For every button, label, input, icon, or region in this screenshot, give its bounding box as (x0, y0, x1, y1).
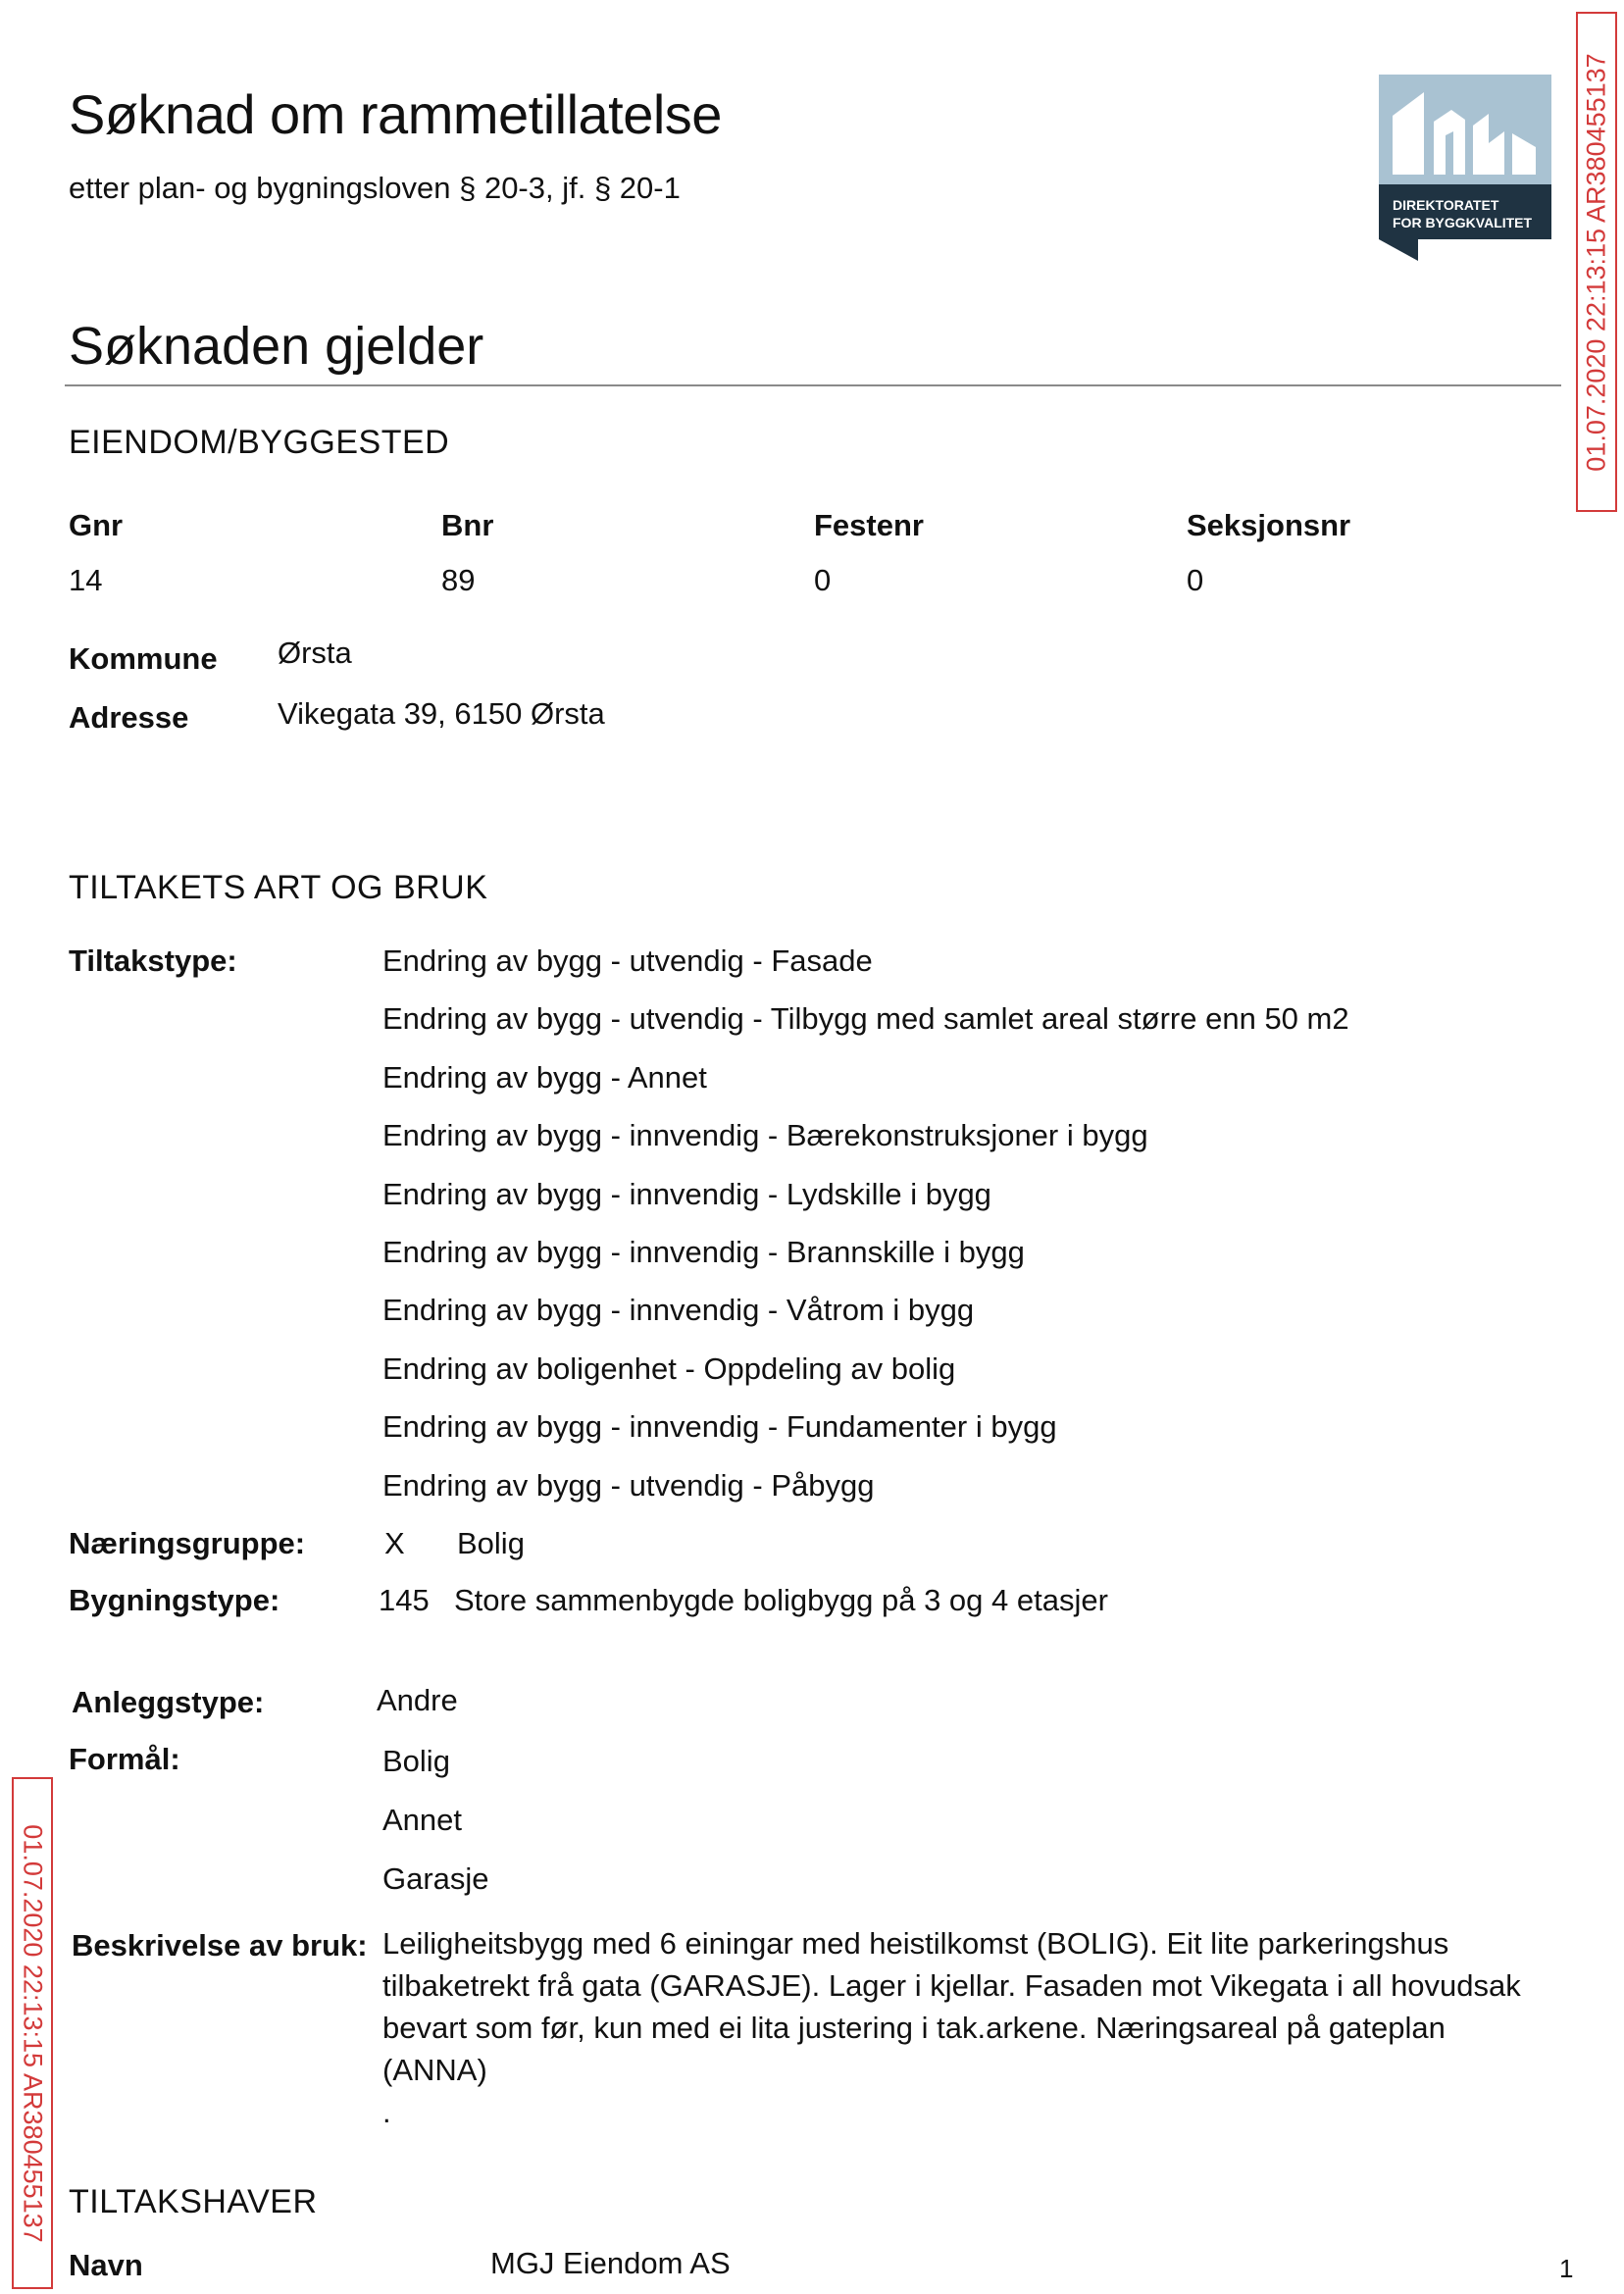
naeringsgruppe-value: Bolig (457, 1526, 525, 1560)
formal-list (382, 1742, 489, 1918)
seksjonsnr-label: Seksjonsnr (1187, 508, 1351, 542)
tiltakstype-item: Endring av boligenhet - Oppdeling av bolig (382, 1351, 956, 1386)
formal-item: Garasje (382, 1861, 489, 1896)
anleggstype-value: Andre (377, 1683, 458, 1717)
section-heading-eiendom: EIENDOM/BYGGESTED (69, 424, 450, 461)
beskrivelse-value (382, 1922, 1540, 2133)
bnr-label: Bnr (441, 508, 494, 542)
tiltakstype-item: Endring av bygg - utvendig - Fasade (382, 943, 873, 978)
anleggstype-label: Anleggstype: (72, 1685, 265, 1719)
adresse-label: Adresse (69, 700, 189, 735)
beskrivelse-line: . (382, 2095, 391, 2129)
seksjonsnr-value: 0 (1187, 563, 1204, 597)
bnr-value: 89 (441, 563, 476, 597)
festenr-label: Festenr (814, 508, 924, 542)
tiltakstype-list (382, 942, 1349, 1524)
gnr-value: 14 (69, 563, 103, 597)
section-heading-tiltakshaver: TILTAKSHAVER (69, 2183, 318, 2220)
bygningstype-code: 145 (379, 1583, 430, 1617)
beskrivelse-line: Leiligheitsbygg med 6 einingar med heistilkomst (BOLIG). Eit lite parkeringshus (382, 1926, 1449, 1961)
festenr-value: 0 (814, 563, 832, 597)
adresse-value: Vikegata 39, 6150 Ørsta (278, 696, 605, 731)
beskrivelse-line: tilbaketrekt frå gata (GARASJE). Lager i kjellar. Fasaden mot Vikegata i all hovudsak (382, 1968, 1521, 2003)
tiltakstype-item: Endring av bygg - Annet (382, 1059, 707, 1095)
gnr-label: Gnr (69, 508, 124, 542)
tiltakstype-item: Endring av bygg - innvendig - Brannskille i bygg (382, 1234, 1025, 1269)
section-heading-tiltak: TILTAKETS ART OG BRUK (69, 869, 488, 906)
tiltakstype-label: Tiltakstype: (69, 943, 237, 978)
kommune-label: Kommune (69, 641, 218, 676)
naeringsgruppe-label: Næringsgruppe: (69, 1526, 306, 1560)
logo-text-line2: FOR BYGGKVALITET (1393, 215, 1533, 230)
document-subtitle: etter plan- og bygningsloven § 20-3, jf. § 20-1 (69, 171, 681, 205)
navn-label: Navn (69, 2248, 143, 2282)
navn-value: MGJ Eiendom AS (490, 2246, 731, 2280)
tiltakstype-item: Endring av bygg - innvendig - Våtrom i bygg (382, 1293, 975, 1328)
kommune-value: Ørsta (278, 636, 352, 670)
formal-item: Annet (382, 1803, 463, 1837)
beskrivelse-label: Beskrivelse av bruk: (72, 1928, 368, 1963)
tiltakstype-item: Endring av bygg - innvendig - Lydskille i bygg (382, 1176, 991, 1211)
naeringsgruppe-code: X (384, 1526, 405, 1560)
logo-text-line1: DIREKTORATET (1393, 197, 1499, 213)
tiltakstype-item: Endring av bygg - utvendig - Påbygg (382, 1467, 875, 1503)
bygningstype-label: Bygningstype: (69, 1583, 280, 1617)
formal-item: Bolig (382, 1744, 450, 1778)
document-stamp-left (12, 1777, 53, 2289)
beskrivelse-line: bevart som før, kun med ei lita justering i tak.arkene. Næringsareal på gateplan (ANNA) (382, 2011, 1446, 2087)
page-number: 1 (1559, 2254, 1574, 2283)
tiltakstype-item: Endring av bygg - innvendig - Fundamenter i bygg (382, 1409, 1057, 1445)
document-stamp-right (1576, 12, 1617, 512)
stamp-text: 01.07.2020 22:13:15 AR380455137 (18, 1823, 48, 2243)
tiltakstype-item: Endring av bygg - innvendig - Bærekonstruksjoner i bygg (382, 1118, 1148, 1153)
formal-label: Formål: (69, 1742, 180, 1776)
dibk-logo (1379, 75, 1551, 261)
bygningstype-value: Store sammenbygde boligbygg på 3 og 4 etasjer (454, 1583, 1108, 1617)
stamp-text: 01.07.2020 22:13:15 AR380455137 (1581, 52, 1611, 472)
tiltakstype-item: Endring av bygg - utvendig - Tilbygg med samlet areal større enn 50 m2 (382, 1001, 1349, 1037)
heading-divider (65, 384, 1561, 386)
dibk-logo-graphic (1379, 75, 1551, 261)
document-title: Søknad om rammetillatelse (69, 83, 722, 145)
section-heading-soknaden: Søknaden gjelder (69, 317, 484, 376)
